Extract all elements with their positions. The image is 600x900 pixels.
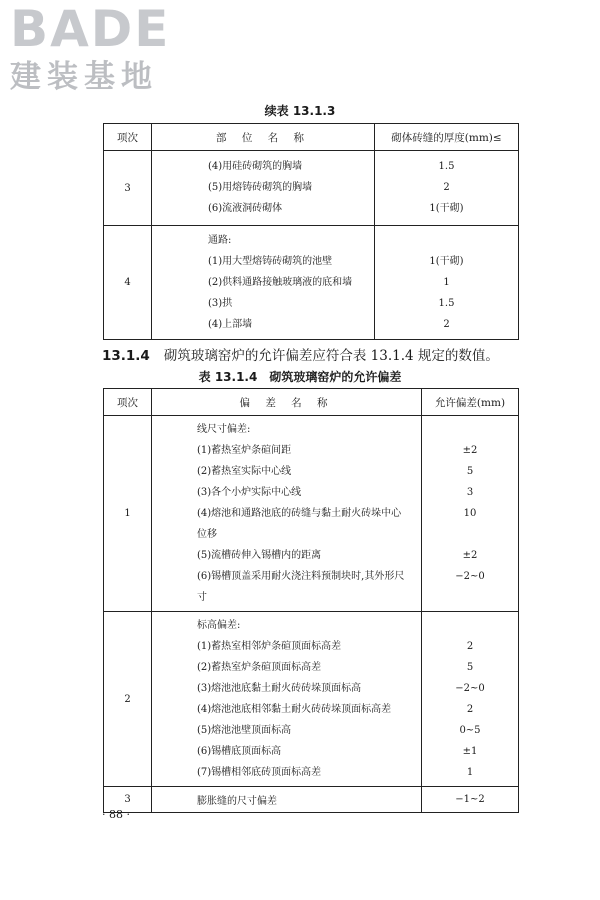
value-text: 1.5 <box>438 298 455 309</box>
item-text: (3)各个小炉实际中心线 <box>197 487 302 498</box>
item-text: (2)蓄热室炉条碹顶面标高差 <box>197 662 322 673</box>
item-text: (2)蓄热室实际中心线 <box>197 466 292 477</box>
row-items: 膨胀缝的尺寸偏差 <box>152 787 422 813</box>
value-text: 1.5 <box>438 161 455 172</box>
logo-wordmark: BADE <box>10 0 171 58</box>
row-items <box>152 612 422 787</box>
clause-paragraph <box>102 344 499 364</box>
table1-header-item: 项次 <box>104 124 152 151</box>
page-number: · 88 · <box>102 808 130 821</box>
table1 <box>103 123 519 340</box>
item-text: 寸 <box>197 592 207 603</box>
item-text: (5)用熔铸砖砌筑的胸墙 <box>208 182 313 193</box>
value-text: −2~0 <box>455 683 485 694</box>
value-text: 1 <box>443 277 450 288</box>
value-text: 5 <box>466 662 474 673</box>
item-text: (7)锡槽相邻底砖顶面标高差 <box>197 767 322 778</box>
value-text <box>375 230 518 251</box>
value-text: 0~5 <box>459 725 481 736</box>
table-row <box>104 612 519 787</box>
value-text: −2~0 <box>455 571 485 582</box>
item-text: (6)锡槽底顶面标高 <box>197 746 282 757</box>
row-id: 3 <box>104 787 152 813</box>
value-text: 2 <box>443 319 450 330</box>
table2-caption: 表 13.1.4 砌筑玻璃窑炉的允许偏差 <box>198 370 402 384</box>
table2 <box>103 388 519 813</box>
table1-caption: 续表 13.1.3 <box>264 104 336 118</box>
row-values <box>375 226 519 340</box>
item-text: (1)蓄热室相邻炉条碹顶面标高差 <box>197 641 342 652</box>
row-id: 3 <box>104 151 152 226</box>
value-text <box>422 587 518 608</box>
item-text: (4)熔池池底相邻黏土耐火砖砖垛顶面标高差 <box>197 704 392 715</box>
row-values <box>422 416 519 612</box>
table1-header-thickness: 砌体砖缝的厚度(mm)≤ <box>375 124 519 151</box>
item-text: (4)上部墙 <box>208 319 253 330</box>
item-text: (4)熔池和通路池底的砖缝与黏土耐火砖垛中心 <box>197 508 402 519</box>
table2-header-tolerance: 允许偏差(mm) <box>422 389 519 416</box>
value-text <box>422 524 518 545</box>
value-text: ±1 <box>462 746 478 757</box>
value-text: 1(干砌) <box>429 256 464 267</box>
item-text: (5)流槽砖伸入锡槽内的距离 <box>197 550 322 561</box>
table-row <box>104 151 519 226</box>
row-id: 1 <box>104 416 152 612</box>
row-values <box>375 151 519 226</box>
row-values: −1~2 <box>422 787 519 813</box>
table2-header-row <box>104 389 519 416</box>
table2-header-item: 项次 <box>104 389 152 416</box>
value-text: 3 <box>466 487 474 498</box>
row-id: 2 <box>104 612 152 787</box>
value-text: 1(干砌) <box>429 203 464 214</box>
row-items <box>152 226 375 340</box>
item-text: (3)熔池池底黏土耐火砖砖垛顶面标高 <box>197 683 362 694</box>
item-text: (3)拱 <box>208 298 233 309</box>
item-text: (5)熔池池壁顶面标高 <box>197 725 292 736</box>
item-text: (4)用硅砖砌筑的胸墙 <box>208 161 303 172</box>
row-items <box>152 151 375 226</box>
publisher-logo <box>10 0 180 95</box>
table-row <box>104 416 519 612</box>
item-text: (6)锡槽顶盖采用耐火浇注料预制块时,其外形尺 <box>197 571 405 582</box>
item-text: 标高偏差: <box>197 620 241 631</box>
value-text: ±2 <box>462 445 478 456</box>
table-row <box>104 226 519 340</box>
item-text: (1)蓄热室炉条碹间距 <box>197 445 292 456</box>
value-text: 2 <box>466 641 474 652</box>
row-values <box>422 612 519 787</box>
row-id: 4 <box>104 226 152 340</box>
value-text: 2 <box>443 182 450 193</box>
item-text: 线尺寸偏差: <box>197 424 251 435</box>
value-text <box>422 419 518 440</box>
clause-text: 砌筑玻璃窑炉的允许偏差应符合表 13.1.4 规定的数值。 <box>163 348 499 364</box>
value-text <box>422 615 518 636</box>
value-text: 10 <box>463 508 477 519</box>
item-text: (2)供料通路接触玻璃液的底和墙 <box>208 277 353 288</box>
value-text: 2 <box>466 704 474 715</box>
table1-header-name: 部 位 名 称 <box>152 124 375 151</box>
clause-number: 13.1.4 <box>102 348 150 364</box>
item-text: 通路: <box>208 235 232 246</box>
value-text: 5 <box>466 466 474 477</box>
row-items <box>152 416 422 612</box>
table1-header-row <box>104 124 519 151</box>
item-text: (1)用大型熔铸砖砌筑的池壁 <box>208 256 333 267</box>
value-text: 1 <box>466 767 474 778</box>
table2-header-name: 偏 差 名 称 <box>152 389 422 416</box>
logo-subtitle: 建装基地 <box>10 59 158 95</box>
item-text: 位移 <box>197 529 217 540</box>
value-text: ±2 <box>462 550 478 561</box>
item-text: (6)流液洞砖砌体 <box>208 203 283 214</box>
table-row <box>104 787 519 813</box>
